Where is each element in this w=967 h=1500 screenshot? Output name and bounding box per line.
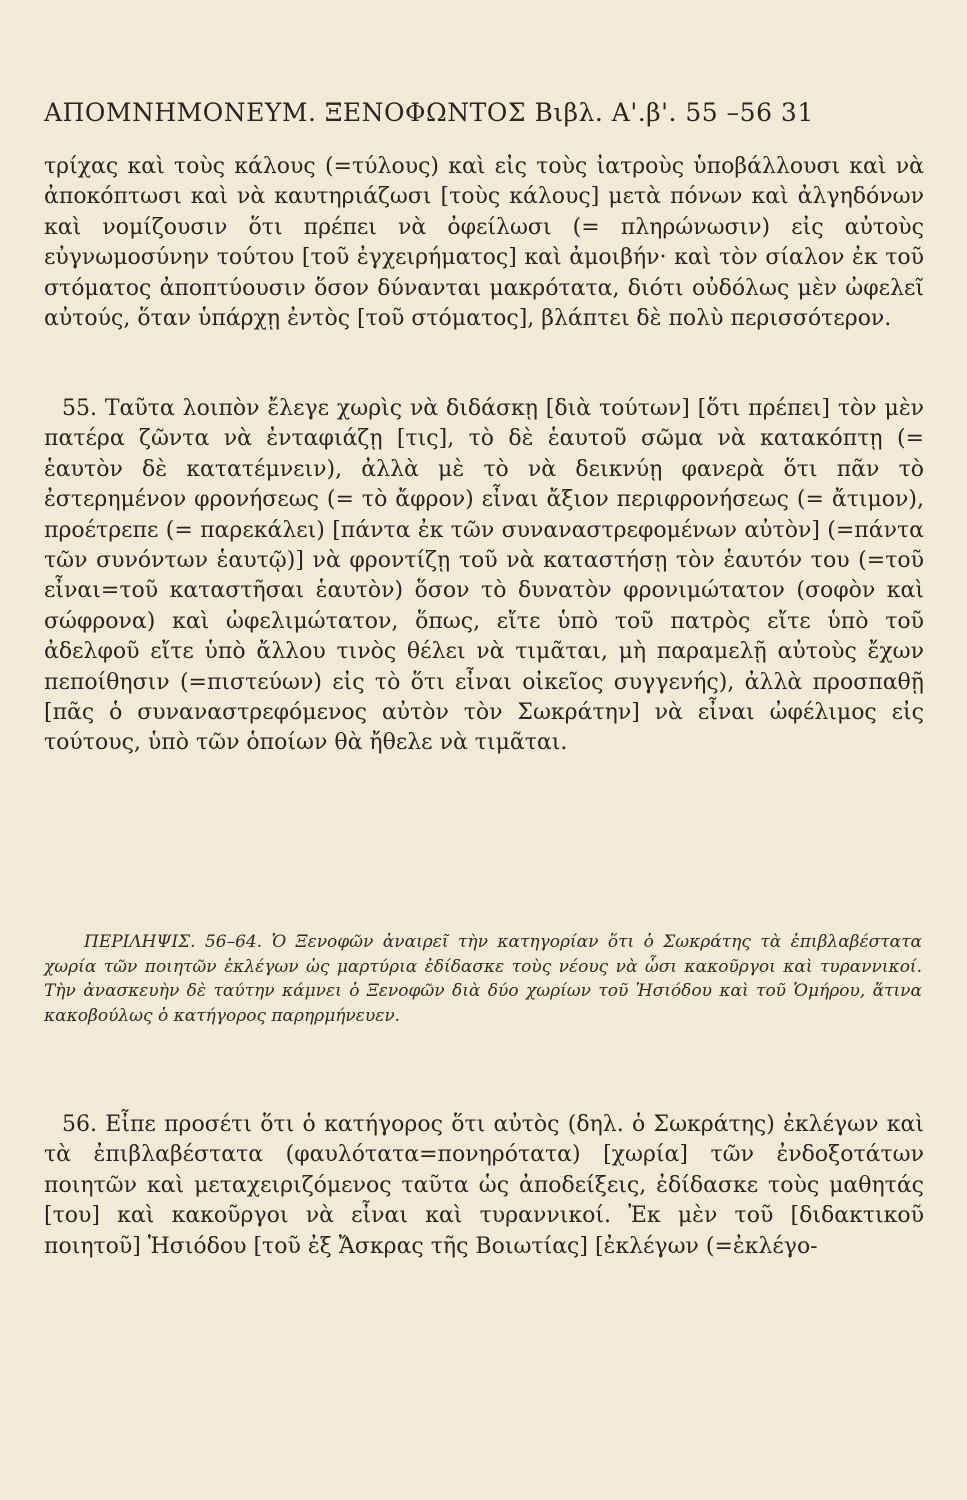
paragraph-55: 55. Ταῦτα λοιπὸν ἔλεγε χωρὶς νὰ διδάσκῃ [διὰ τούτων] [ὅτι πρέπει] τὸν μὲν πατέρα ζῶντα νὰ ἐνταφιάζῃ [τις], τὸ δὲ ἑαυτοῦ σῶμα νὰ κατακόπτῃ (= ἑαυτὸν δὲ κατατέμνειν), ἀλλὰ μὲ τὸ νὰ δεικνύῃ φανερὰ ὅτι πᾶν τὸ ἐστερημένον φρονήσεως (= τὸ ἄφρον) εἶναι ἄξιον περιφρονήσεως (= ἄτιμον), προέτρεπε (= παρεκάλει) [πάντα ἐκ τῶν συναναστρεφομένων αὐτὸν] (=πάντα τῶν συνόντων ἑαυτῷ)] νὰ φροντίζῃ τοῦ νὰ καταστήσῃ τὸν ἑαυτόν του (=τοῦ εἶναι=τοῦ καταστῆσαι ἑαυτὸν) ὅσον τὸ δυνατὸν φρονιμώτατον (σοφὸν καὶ σώφρονα) καὶ ὠφελιμώτατον, ὅπως, εἴτε ὑπὸ τοῦ πατρὸς εἴτε ὑπὸ τοῦ ἀδελφοῦ εἴτε ὑπὸ ἄλλου τινὸς θέλει νὰ τιμᾶται, μὴ παραμελῇ αὐτοὺς ἔχων πεποίθησιν (=πιστεύων) εἰς τὸ ὅτι εἶναι οἰκεῖος συγγενής), ἀλλὰ προσπαθῇ [πᾶς ὁ συναναστρεφόμενος αὐτὸν τὸν Σωκράτην] νὰ εἶναι ὠφέλιμος εἰς τούτους, ὑπὸ τῶν ὁποίων θὰ ἤθελε νὰ τιμᾶται.: [44, 396, 924, 756]
paragraph-56: 56. Εἶπε προσέτι ὅτι ὁ κατήγορος ὅτι αὐτὸς (δηλ. ὁ Σωκράτης) ἐκλέγων καὶ τὰ ἐπιβλαβέστατα (φαυλότατα=πονηρότατα) [χωρία] τῶν ἐνδοξοτάτων ποιητῶν καὶ μεταχειριζόμενος ταῦτα ὡς ἀποδείξεις, ἐδίδασκε τοὺς μαθητάς [του] καὶ κακοῦργοι νὰ εἶναι καὶ τυραννικοί. Ἐκ μὲν τοῦ [διδακτικοῦ ποιητοῦ] Ἡσιόδου [τοῦ ἐξ Ἄσκρας τῆς Βοιωτίας] [ἐκλέγων (=ἐκλέγο-: [44, 1112, 924, 1259]
paragraph-continuation: τρίχας καὶ τοὺς κάλους (=τύλους) καὶ εἰς τοὺς ἰατροὺς ὑποβάλλουσι καὶ νὰ ἀποκόπτωσι καὶ νὰ καυτηριάζωσι [τοὺς κάλους] μετὰ πόνων καὶ ἀλγηδόνων καὶ νομίζουσιν ὅτι πρέπει νὰ ὀφείλωσι (= πληρώνωσιν) εἰς αὐτοὺς εὐγνωμοσύνην τούτου [τοῦ ἐγχειρήματος] καὶ ἀμοιβήν· καὶ τὸν σίαλον ἐκ τοῦ στόματος ἀποπτύουσιν ὅσον δύνανται μακρότατα, διότι οὐδόλως μὲν ὠφελεῖ αὐτούς, ὅταν ὑπάρχῃ ἐντὸς [τοῦ στόματος], βλάπτει δὲ πολὺ περισσότερον.: [44, 154, 924, 332]
summary-block: ΠΕΡΙΛΗΨΙΣ. 56–64. Ὁ Ξενοφῶν ἀναιρεῖ τὴν κατηγορίαν ὅτι ὁ Σωκράτης τὰ ἐπιβλαβέστατα χωρία τῶν ποιητῶν ἐκλέγων ὡς μαρτύρια ἐδίδασκε τοὺς νέους νὰ ὦσι κακοῦργοι καὶ τυραννικοί. Τὴν ἀνασκευὴν δὲ ταύτην κάμνει ὁ Ξενοφῶν διὰ δύο χωρίων τοῦ Ἡσιόδου καὶ τοῦ Ὁμήρου, ἅτινα κακοβούλως ὁ κατήγορος παρηρμήνευεν.: [44, 932, 922, 1026]
running-header: ΑΠΟΜΝΗΜΟΝΕΥΜ. ΞΕΝΟΦΩΝΤΟΣ Βιβλ. Α'.β'. 55 –56 31: [44, 98, 814, 127]
